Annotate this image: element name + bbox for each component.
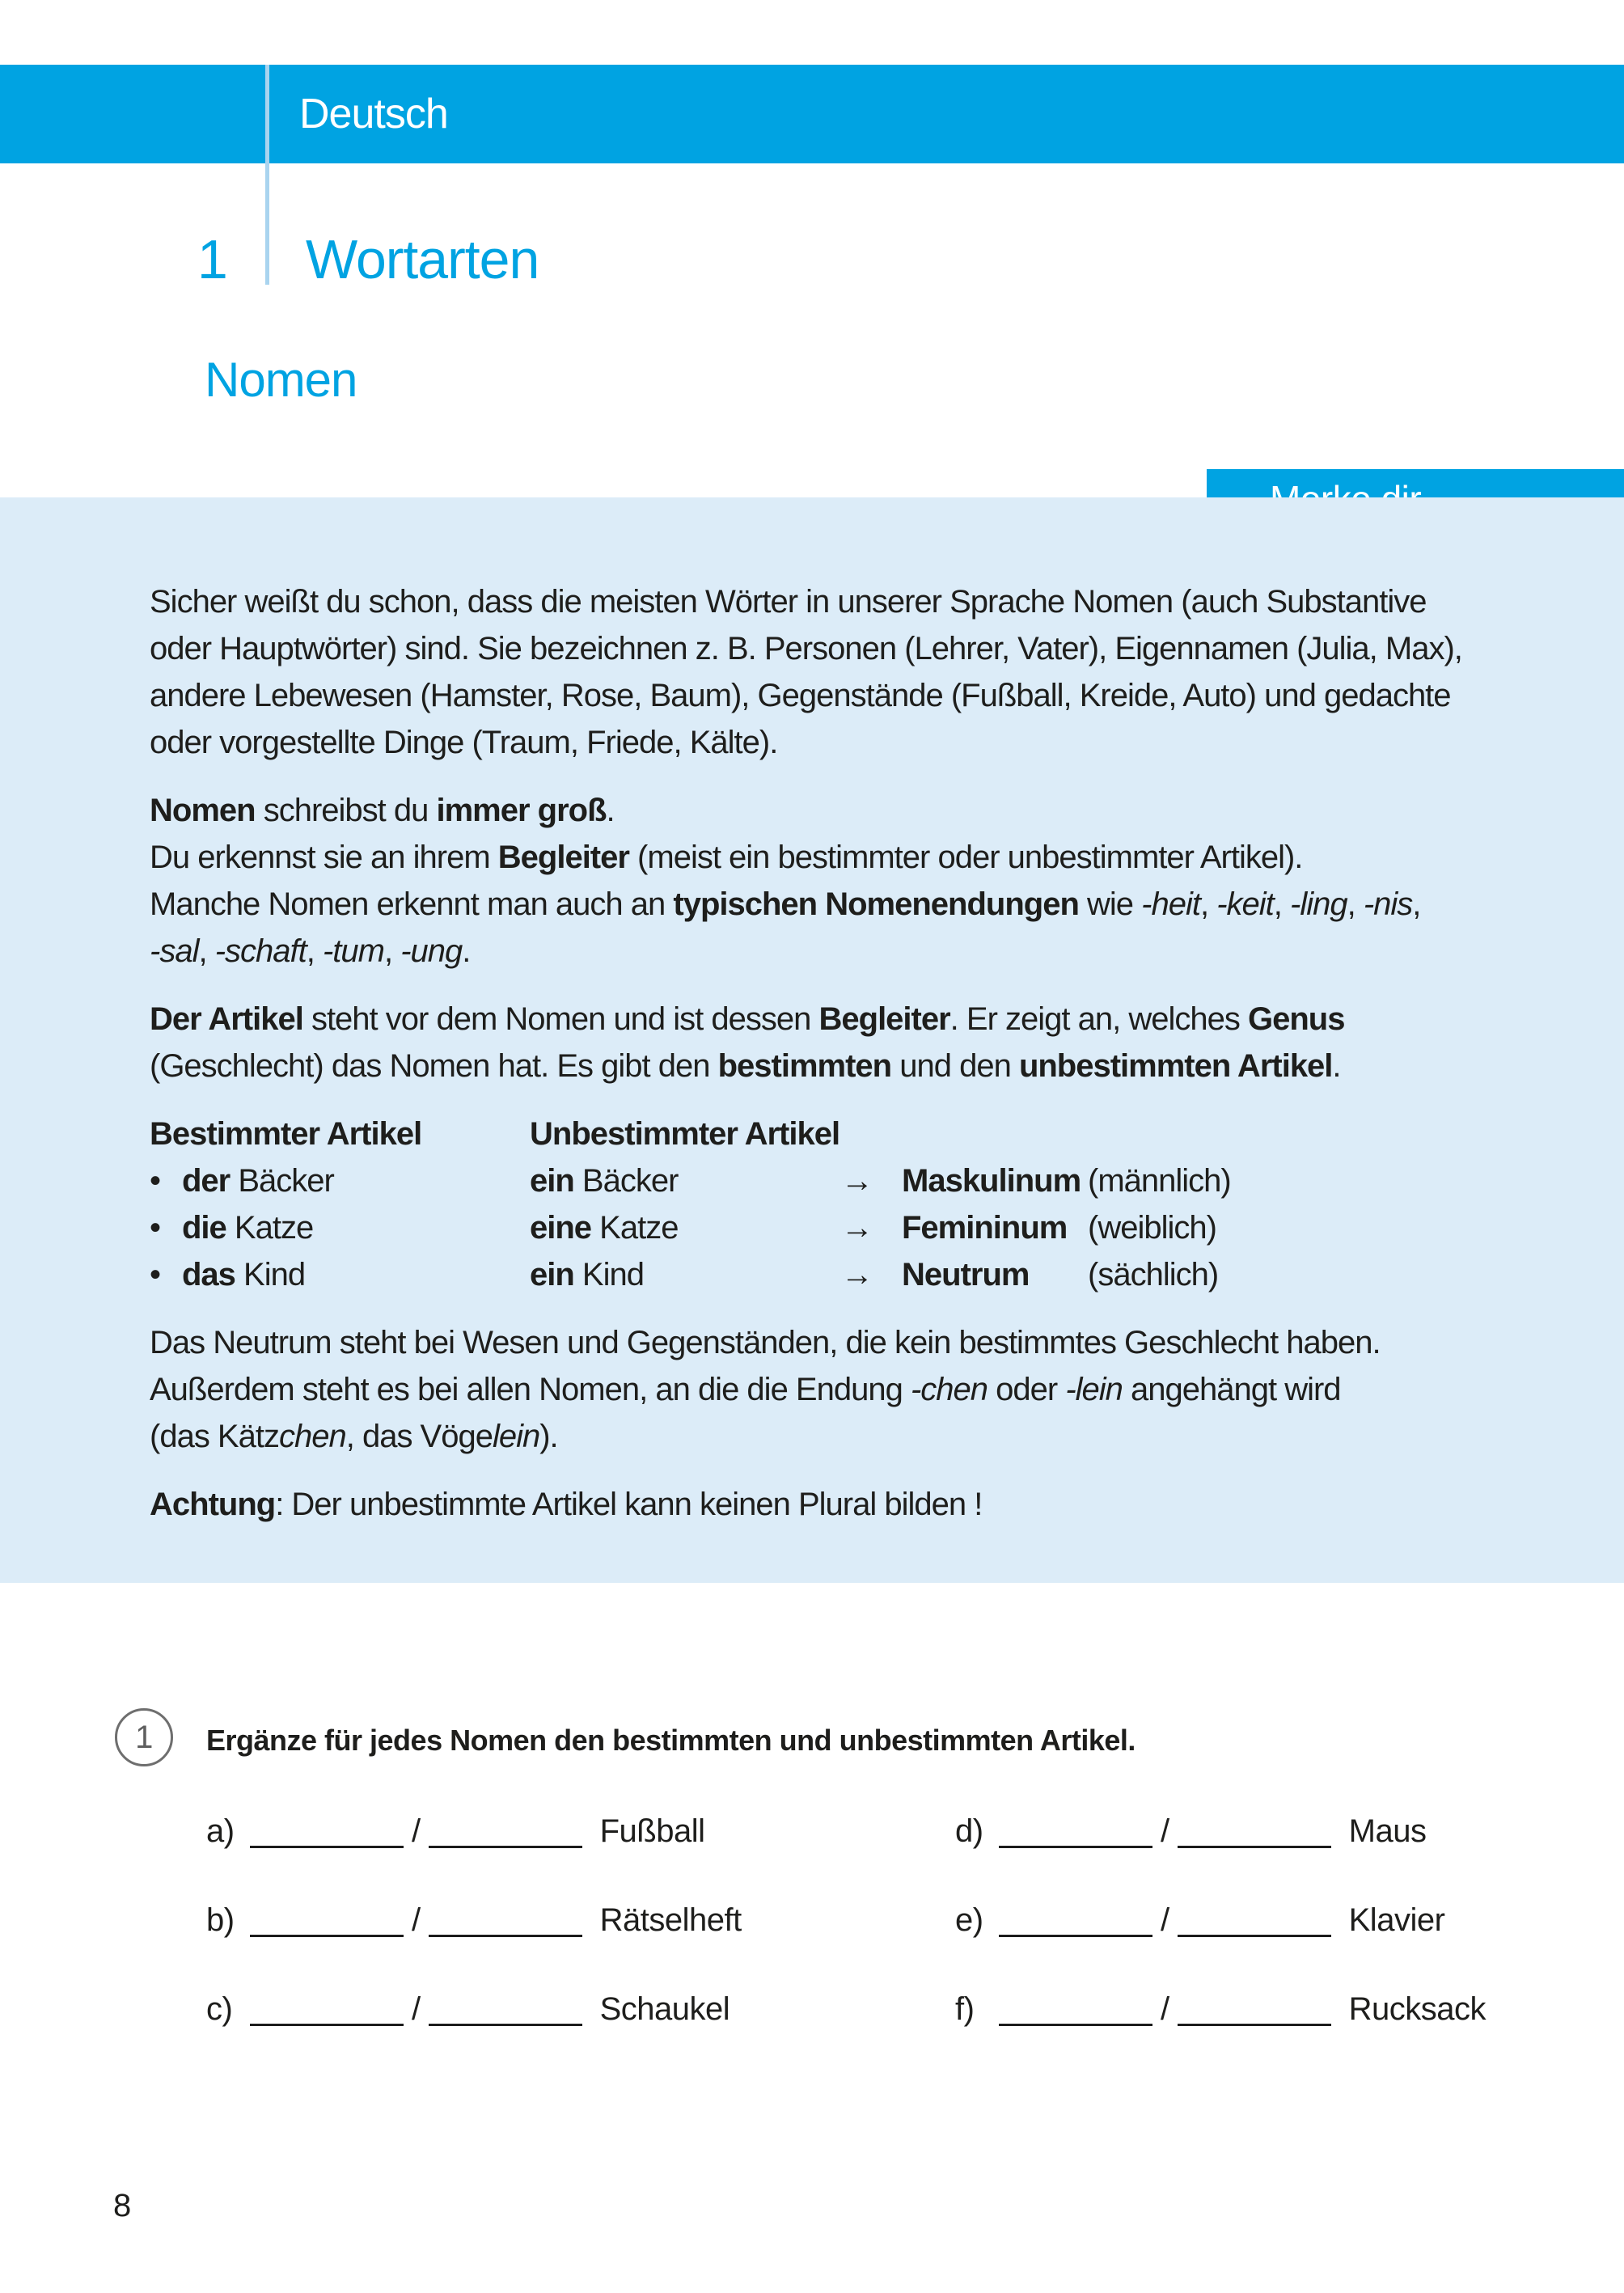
text-line: -sal, -schaft, -tum, -ung.: [150, 933, 471, 969]
exercise-column-right: [955, 1810, 1486, 2077]
definite-article-blank[interactable]: [999, 1824, 1152, 1848]
separator-slash: /: [1161, 1991, 1169, 2027]
genus-label: Femininum: [902, 1210, 1068, 1246]
arrow-icon: →: [841, 1210, 873, 1246]
definite-article-cell: [150, 1204, 530, 1251]
definite-article-blank[interactable]: [250, 2002, 404, 2026]
indefinite-article-cell: ein Bäcker: [530, 1163, 679, 1199]
paragraph-neutrum: [150, 1319, 1575, 1460]
chapter-number: 1: [197, 229, 227, 290]
item-label: c): [206, 1991, 233, 2027]
genus-gloss: (weiblich): [1088, 1210, 1216, 1246]
article-row: [150, 1204, 1575, 1251]
arrow-icon: →: [841, 1257, 873, 1292]
section-title: Nomen: [205, 353, 357, 407]
indefinite-article-blank[interactable]: [1178, 2002, 1331, 2026]
text-line: (Geschlecht) das Nomen hat. Es gibt den bestimmten und den unbestimmten Artikel.: [150, 1048, 1341, 1084]
definite-article-blank[interactable]: [999, 1913, 1152, 1937]
indefinite-article-cell: eine Katze: [530, 1210, 679, 1246]
separator-slash: /: [1161, 1902, 1169, 1938]
indefinite-article-cell: ein Kind: [530, 1257, 644, 1292]
article-table-header-row: [150, 1111, 1575, 1157]
item-label: e): [955, 1902, 983, 1938]
bullet-icon: •: [150, 1257, 161, 1292]
indefinite-article-blank[interactable]: [1178, 1824, 1331, 1848]
text-line: andere Lebewesen (Hamster, Rose, Baum), Gegenstände (Fußball, Kreide, Auto) und gedachte: [150, 678, 1451, 713]
exercise-item: [206, 1810, 742, 1852]
separator-slash: /: [412, 1813, 421, 1849]
info-box: [0, 497, 1624, 1583]
definite-article-blank[interactable]: [250, 1824, 404, 1848]
text-line: oder Hauptwörter) sind. Sie bezeichnen z. B. Personen (Lehrer, Vater), Eigennamen (Julia, Max),: [150, 631, 1462, 666]
text-line: Achtung: Der unbestimmte Artikel kann keinen Plural bilden !: [150, 1487, 983, 1522]
chapter-title: Wortarten: [306, 229, 539, 290]
exercise-item: [955, 1810, 1486, 1852]
genus-label: Neutrum: [902, 1257, 1030, 1292]
genus-gloss: (sächlich): [1088, 1257, 1219, 1292]
item-label: f): [955, 1991, 975, 2027]
definite-article-blank[interactable]: [999, 2002, 1152, 2026]
indefinite-article-blank[interactable]: [429, 1824, 582, 1848]
paragraph-nomen-rules: [150, 787, 1575, 975]
subject-header-bar: [0, 65, 1624, 163]
article-row: [150, 1251, 1575, 1298]
chapter-divider-line: [265, 65, 269, 285]
exercise-item: [206, 1899, 742, 1941]
item-noun: Klavier: [1348, 1902, 1445, 1938]
item-noun: Fußball: [599, 1813, 705, 1849]
separator-slash: /: [1161, 1813, 1169, 1849]
item-noun: Maus: [1348, 1813, 1427, 1849]
bullet-icon: •: [150, 1210, 161, 1246]
text-line: Das Neutrum steht bei Wesen und Gegenständen, die kein bestimmtes Geschlecht haben.: [150, 1325, 1381, 1360]
exercise-column-left: [206, 1810, 742, 2077]
indefinite-article-blank[interactable]: [1178, 1913, 1331, 1937]
item-label: b): [206, 1902, 235, 1938]
arrow-icon: →: [841, 1163, 873, 1199]
exercise-item: [955, 1988, 1486, 2030]
item-noun: Rucksack: [1348, 1991, 1487, 2027]
paragraph-intro: [150, 578, 1575, 766]
exercise-number-badge: 1: [115, 1708, 173, 1766]
paragraph-achtung: [150, 1481, 1575, 1528]
genus-label: Maskulinum: [902, 1163, 1081, 1199]
item-noun: Rätselheft: [599, 1902, 742, 1938]
paragraph-artikel: [150, 996, 1575, 1089]
definite-article-header: Bestimmter Artikel: [150, 1116, 422, 1152]
text-line: Sicher weißt du schon, dass die meisten Wörter in unserer Sprache Nomen (auch Substantive: [150, 584, 1427, 620]
definite-article-cell: [150, 1157, 530, 1204]
text-line: Der Artikel steht vor dem Nomen und ist dessen Begleiter. Er zeigt an, welches Genus: [150, 1001, 1345, 1037]
item-label: a): [206, 1813, 235, 1849]
subject-label: Deutsch: [299, 91, 448, 137]
definite-article-cell: [150, 1251, 530, 1298]
indefinite-article-header: Unbestimmter Artikel: [530, 1116, 840, 1152]
item-label: d): [955, 1813, 983, 1849]
indefinite-article-blank[interactable]: [429, 2002, 582, 2026]
text-line: Du erkennst sie an ihrem Begleiter (meist ein bestimmter oder unbestimmter Artikel).: [150, 840, 1303, 875]
separator-slash: /: [412, 1902, 421, 1938]
exercise-item: [206, 1988, 742, 2030]
definite-article-blank[interactable]: [250, 1913, 404, 1937]
bullet-icon: •: [150, 1163, 161, 1199]
definite-article-text: die Katze: [182, 1210, 314, 1246]
article-row: [150, 1157, 1575, 1204]
item-noun: Schaukel: [599, 1991, 730, 2027]
text-line: oder vorgestellte Dinge (Traum, Friede, Kälte).: [150, 725, 778, 760]
exercise-instruction: Ergänze für jedes Nomen den bestimmten und unbestimmten Artikel.: [206, 1724, 1136, 1757]
text-line: Außerdem steht es bei allen Nomen, an die die Endung -chen oder -lein angehängt wird: [150, 1372, 1341, 1407]
genus-gloss: (männlich): [1088, 1163, 1231, 1199]
indefinite-article-blank[interactable]: [429, 1913, 582, 1937]
separator-slash: /: [412, 1991, 421, 2027]
definite-article-text: das Kind: [182, 1257, 306, 1292]
article-table: [150, 1111, 1575, 1298]
text-line: Nomen schreibst du immer groß.: [150, 793, 615, 828]
page-number: 8: [113, 2188, 131, 2223]
exercise-item: [955, 1899, 1486, 1941]
definite-article-text: der Bäcker: [182, 1163, 334, 1199]
text-line: (das Kätzchen, das Vögelein).: [150, 1419, 558, 1454]
text-line: Manche Nomen erkennt man auch an typischen Nomenendungen wie -heit, -keit, -ling, -nis,: [150, 886, 1421, 922]
